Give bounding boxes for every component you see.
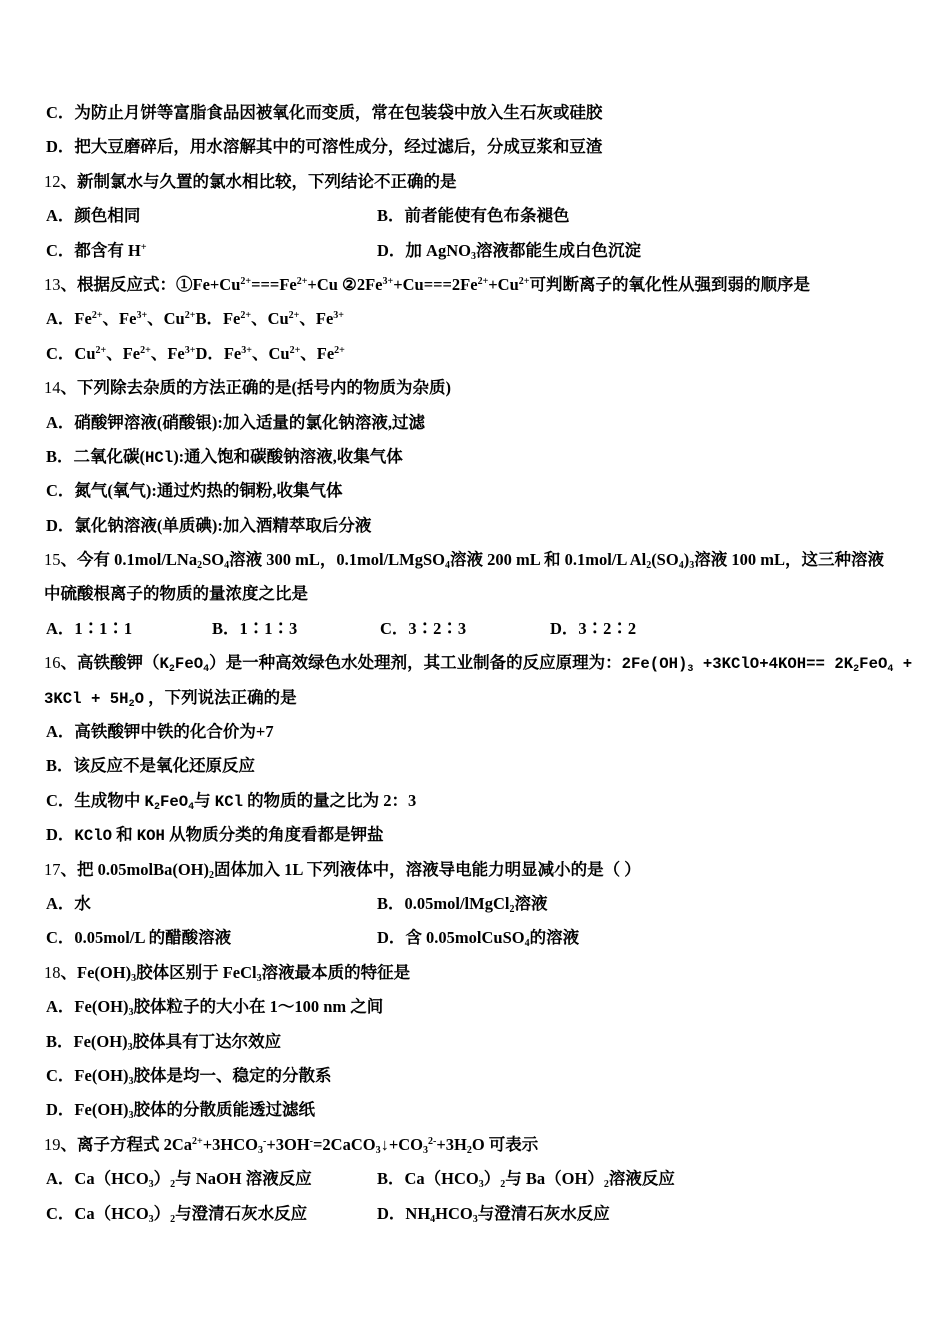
document-row-17 [0, 646, 950, 680]
option-15-B: B．1∶1∶3 [212, 618, 298, 638]
document-row-32 [0, 1162, 950, 1196]
document-row-12 [0, 474, 950, 508]
document-row-9 [0, 371, 950, 405]
option-11-D: D．把大豆磨碎后，用水溶解其中的可溶性成分，经过滤后，分成豆浆和豆渣 [46, 137, 603, 157]
option-12-B: B．前者能使有色布条褪色 [377, 206, 570, 226]
document-row-8 [0, 337, 950, 371]
option-18-A: A．$Fe(OH)_3$胶体粒子的大小在 1～100 nm 之间 [46, 997, 384, 1019]
option-18-D: D．$Fe(OH)_3$胶体的分散质能透过滤纸 [46, 1100, 315, 1122]
option-15-C: C．3∶2∶3 [380, 618, 467, 638]
option-19-D: D．$NH_4HCO_3$与澄清石灰水反应 [377, 1203, 610, 1225]
document-row-7 [0, 302, 950, 336]
option-15-D: D．3∶2∶2 [550, 618, 637, 638]
document-row-33 [0, 1197, 950, 1231]
document-row-21 [0, 784, 950, 818]
options-13-A-B: A．$Fe^{2+}$、$Fe^{3+}$、$Cu^{2+}B$．$Fe^{2+}$、$Cu^{2+}$、$Fe^{3+}$ [46, 309, 344, 329]
option-17-D: D．含 0.05molCuSO$_4$的溶液 [377, 928, 580, 950]
question-15-stem-line1: 15、今有 $0.1mol/LNa_2SO_4$溶液 300 mL，0.1mol/LMgSO$_4$溶液 200 mL 和 0.1mol/L $Al_2(SO_4)_3$溶液 100 mL，这三种溶液 [44, 550, 884, 572]
question-14-stem: 14、下列除去杂质的方法正确的是(括号内的物质为杂质) [44, 378, 451, 398]
option-15-A: A．1∶1∶1 [46, 618, 133, 638]
option-18-B: B．$Fe(OH)_3$胶体具有丁达尔效应 [46, 1031, 282, 1053]
options-13-C-D: C．$Cu^{2+}$、$Fe^{2+}$、$Fe^{3+}D$．$Fe^{3+}$、$Cu^{2+}$、$Fe^{2+}$ [46, 343, 345, 363]
document-row-24 [0, 887, 950, 921]
document-row-3 [0, 165, 950, 199]
document-row-29 [0, 1059, 950, 1093]
document-row-6 [0, 268, 950, 302]
option-16-C: C．生成物中 $K_2FeO_4$与 KCl 的物质的量之比为 2：3 [46, 790, 417, 813]
document-row-20 [0, 749, 950, 783]
option-16-D: D．KClO 和 KOH 从物质分类的角度看都是钾盐 [46, 825, 384, 846]
document-row-28 [0, 1025, 950, 1059]
option-18-C: C．$Fe(OH)_3$胶体是均一、稳定的分散系 [46, 1065, 332, 1087]
option-17-B: B．0.05mol/lMgCl$_2$溶液 [377, 893, 548, 915]
document-row-27 [0, 990, 950, 1024]
question-13-stem: 13、根据反应式：$①Fe+Cu^{2+}===Fe^{2+}+Cu$ $②2Fe^{3+}+Cu===2Fe^{2+}+Cu^{2+}$可判断离子的氧化性从强到弱的顺序是 [44, 274, 810, 294]
option-14-C: C．氮气(氧气):通过灼热的铜粉,收集气体 [46, 481, 343, 501]
question-18-stem: 18、$Fe(OH)_3$胶体区别于 FeCl$_3$溶液最本质的特征是 [44, 962, 411, 984]
document-row-5 [0, 234, 950, 268]
question-16-stem-line1: 16、高铁酸钾$(K_2FeO_4)$是一种高效绿色水处理剂，其工业制备的反应原理为：$2Fe(OH)_3$ +3KClO+4KOH== $2K_2FeO_4$ + [44, 653, 913, 676]
document-row-4 [0, 199, 950, 233]
document-row-30 [0, 1093, 950, 1127]
document-row-23 [0, 853, 950, 887]
option-19-B: B．$Ca(HCO_3)_2$与 $Ba(OH)_2$溶液反应 [377, 1169, 675, 1191]
option-12-A: A．颜色相同 [46, 206, 141, 226]
option-17-C: C．0.05mol/L 的醋酸溶液 [46, 928, 232, 948]
question-19-stem: 19、离子方程式 $2Ca^{2+}+3HCO_3^-+3OH^-=2CaCO_3↓+CO_3^{2-}+3H_2O$ 可表示 [44, 1134, 539, 1156]
option-16-A: A．高铁酸钾中铁的化合价为+7 [46, 722, 274, 742]
document-row-19 [0, 715, 950, 749]
option-14-D: D．氯化钠溶液(单质碘):加入酒精萃取后分液 [46, 515, 372, 535]
document-row-11 [0, 440, 950, 474]
option-12-C: C．都含有 H+ [46, 240, 147, 260]
option-11-C: C．为防止月饼等富脂食品因被氧化而变质，常在包装袋中放入生石灰或硅胶 [46, 103, 603, 122]
option-19-C: C．$Ca(HCO_3)_2$与澄清石灰水反应 [46, 1203, 308, 1225]
document-row-14 [0, 543, 950, 577]
document-row-1 [0, 96, 950, 130]
document-row-10 [0, 406, 950, 440]
option-17-A: A．水 [46, 893, 91, 913]
question-16-stem-line2: $3KCl + 5H_2O$ ，下列说法正确的是 [44, 687, 297, 710]
option-14-B: B．二氧化碳(HCl):通入饱和碳酸钠溶液,收集气体 [46, 446, 403, 467]
document-row-2 [0, 130, 950, 164]
document-row-15 [0, 577, 950, 611]
question-15-stem-line2: 中硫酸根离子的物质的量浓度之比是 [44, 584, 308, 604]
document-row-16 [0, 612, 950, 646]
question-17-stem: 17、把 $0.05molBa(OH)_2$固体加入 1L 下列液体中，溶液导电能力明显减小的是（ ） [44, 859, 641, 881]
question-12-stem: 12、新制氯水与久置的氯水相比较，下列结论不正确的是 [44, 171, 457, 191]
document-row-18 [0, 681, 950, 715]
option-14-A: A．硝酸钾溶液(硝酸银):加入适量的氯化钠溶液,过滤 [46, 412, 426, 432]
option-12-D: D．加 AgNO$_3$溶液都能生成白色沉淀 [377, 240, 641, 262]
document-row-25 [0, 921, 950, 955]
option-19-A: A．$Ca(HCO_3)_2$与 NaOH 溶液反应 [46, 1169, 312, 1191]
document-row-26 [0, 956, 950, 990]
document-row-22 [0, 818, 950, 852]
document-row-13 [0, 509, 950, 543]
option-16-B: B．该反应不是氧化还原反应 [46, 756, 256, 776]
document-row-31 [0, 1128, 950, 1162]
